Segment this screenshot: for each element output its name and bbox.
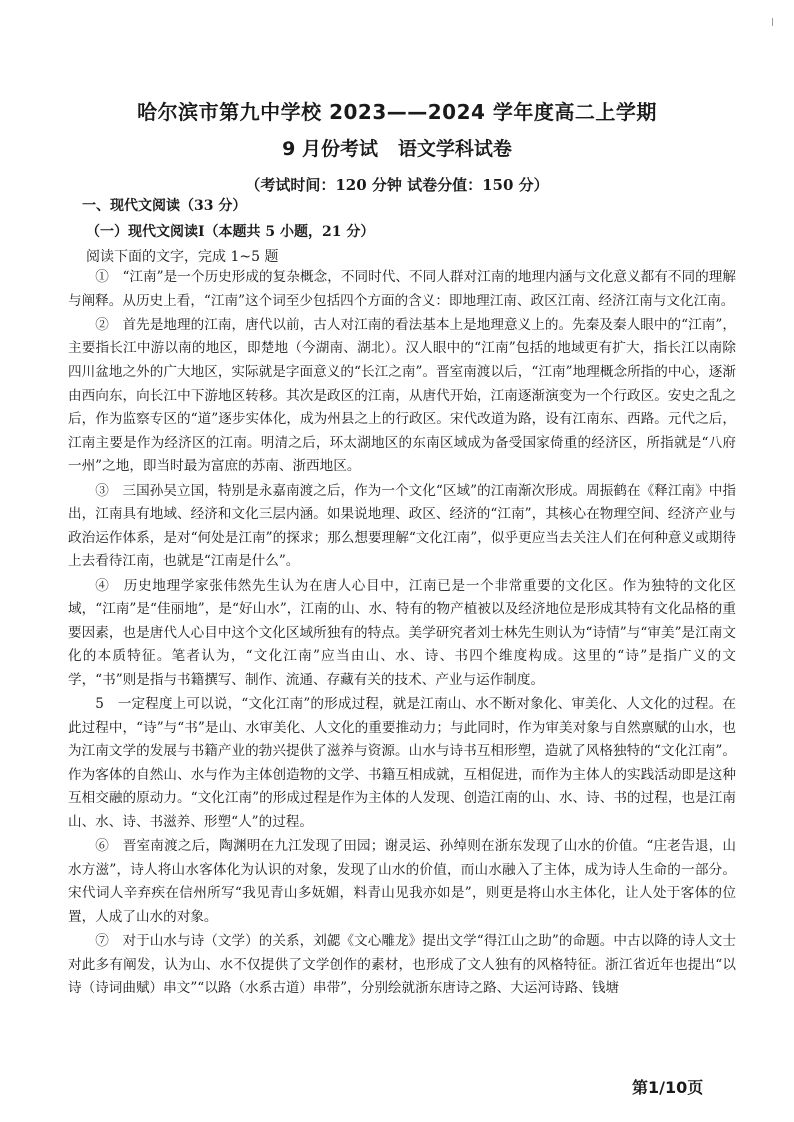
passage-paragraph-5: 5 一定程度上可以说，“文化江南”的形成过程，就是江南山、水不断对象化、审美化、人文化的过程。在此过程中，“诗”与“书”是山、水审美化、人文化的重要推动力；与此同时，作为审美对象与自然禀赋的山水，也为江南文学的发展与书籍产业的勃兴提供了滋养与资源。山水与诗书互相形塑，造就了风格独特的“文化江南”。作为客体的自然山、水与作为主体创造物的文学、书籍互相成就，互相促进，而作为主体人的实践活动即是这种互相交融的原动力。“文化江南”的形成过程是作为主体的人发现、创造江南的山、水、诗、书的过程，也是江南山、水、诗、书滋养、形塑“人”的过程。 xyxy=(68,696,736,831)
passage-paragraph-4: ④ 历史地理学家张伟然先生认为在唐人心目中，江南已是一个非常重要的文化区。作为独特的文化区域，“江南”是“佳丽地”，是“好山水”，江南的山、水、特有的物产植被以及经济地位是形成其特有文化品格的重要因素，也是唐代人心目中这个文化区域所独有的特点。美学研究者刘士林先生则认为“诗情”与“审美”是江南文化的本质特征。笔者认为，“文化江南”应当由山、水、诗、书四个维度构成。这里的“诗”是指广义的文学，“书”则是指与书籍撰写、制作、流通、存藏有关的技术、产业与运作制度。 xyxy=(68,577,736,688)
passage-paragraph-3: ③ 三国孙吴立国，特别是永嘉南渡之后，作为一个文化“区域”的江南渐次形成。周振鹤在《释江南》中指出，江南具有地域、经济和文化三层内涵。如果说地理、政区、经济的“江南”，其核心在物理空间、经济产业与政治运作体系，是对“何处是江南”的探求；那么想要理解“文化江南”，似乎更应当去关注人们在何种意义或期待上去看待江南，也就是“江南是什么”。 xyxy=(68,482,736,570)
section-heading: 一、现代文阅读（33 分） xyxy=(82,198,247,214)
reading-instruction: 阅读下面的文字，完成 1~5 题 xyxy=(86,249,279,265)
reading-passage xyxy=(68,266,736,1002)
passage-paragraph-6: ⑥ 晋室南渡之后，陶渊明在九江发现了田园；谢灵运、孙绰则在浙东发现了山水的价值。“庄老告退，山水方滋”，诗人将山水客体化为认识的对象，发现了山水的价值，而山水融入了主体，成为诗人生命的一部分。宋代词人辛弃疾在信州所写“我见青山多妩媚，料青山见我亦如是”，则更是将山水主体化，让人处于客体的位置，人成了山水的对象。 xyxy=(68,838,736,925)
exam-info: （考试时间：120 分钟 试卷分值：150 分） xyxy=(245,176,549,194)
page-number: 第1/10页 xyxy=(632,1078,704,1097)
exam-title-line1: 哈尔滨市第九中学校 2023——2024 学年度高二上学期 xyxy=(137,100,657,124)
exam-title-line2: 9 月份考试 语文学科试卷 xyxy=(282,138,512,160)
section-subheading: （一）现代文阅读Ⅰ（本题共 5 小题，21 分） xyxy=(86,224,375,240)
passage-paragraph-1: ① “江南”是一个历史形成的复杂概念，不同时代、不同人群对江南的地理内涵与文化意义都有不同的理解与阐释。从历史上看，“江南”这个词至少包括四个方面的含义：即地理江南、政区江南、经济江南与文化江南。 xyxy=(68,269,736,309)
scan-mark xyxy=(772,18,773,26)
passage-paragraph-7: ⑦ 对于山水与诗（文学）的关系，刘勰《文心雕龙》提出文学“得江山之助”的命题。中古以降的诗人文士对此多有阐发，认为山、水不仅提供了文学创作的素材，也形成了文人独有的风格特征。浙江省近年也提出“以诗（诗词曲赋）串文”“以路（水系古道）串带”，分别绘就浙东唐诗之路、大运河诗路、钱塘 xyxy=(68,933,736,997)
passage-paragraph-2: ② 首先是地理的江南，唐代以前，古人对江南的看法基本上是地理意义上的。先秦及秦人眼中的“江南”，主要指长江中游以南的地区，即楚地（今湖南、湖北）。汉人眼中的“江南”包括的地域更有扩大，指长江以南除四川盆地之外的广大地区，实际就是字面意义的“长江之南”。晋室南渡以后，“江南”地理概念所指的中心，逐渐由西向东，向长江中下游地区转移。其次是政区的江南，从唐代开始，江南逐渐演变为一个行政区。安史之乱之后，作为监察专区的“道”逐步实体化，成为州县之上的行政区。宋代改道为路，设有江南东、西路。元代之后，江南主要是作为经济区的江南。明清之后，环太湖地区的东南区域成为备受国家倚重的经济区，所指就是“八府一州”之地，即当时最为富庶的苏南、浙西地区。 xyxy=(68,316,736,475)
